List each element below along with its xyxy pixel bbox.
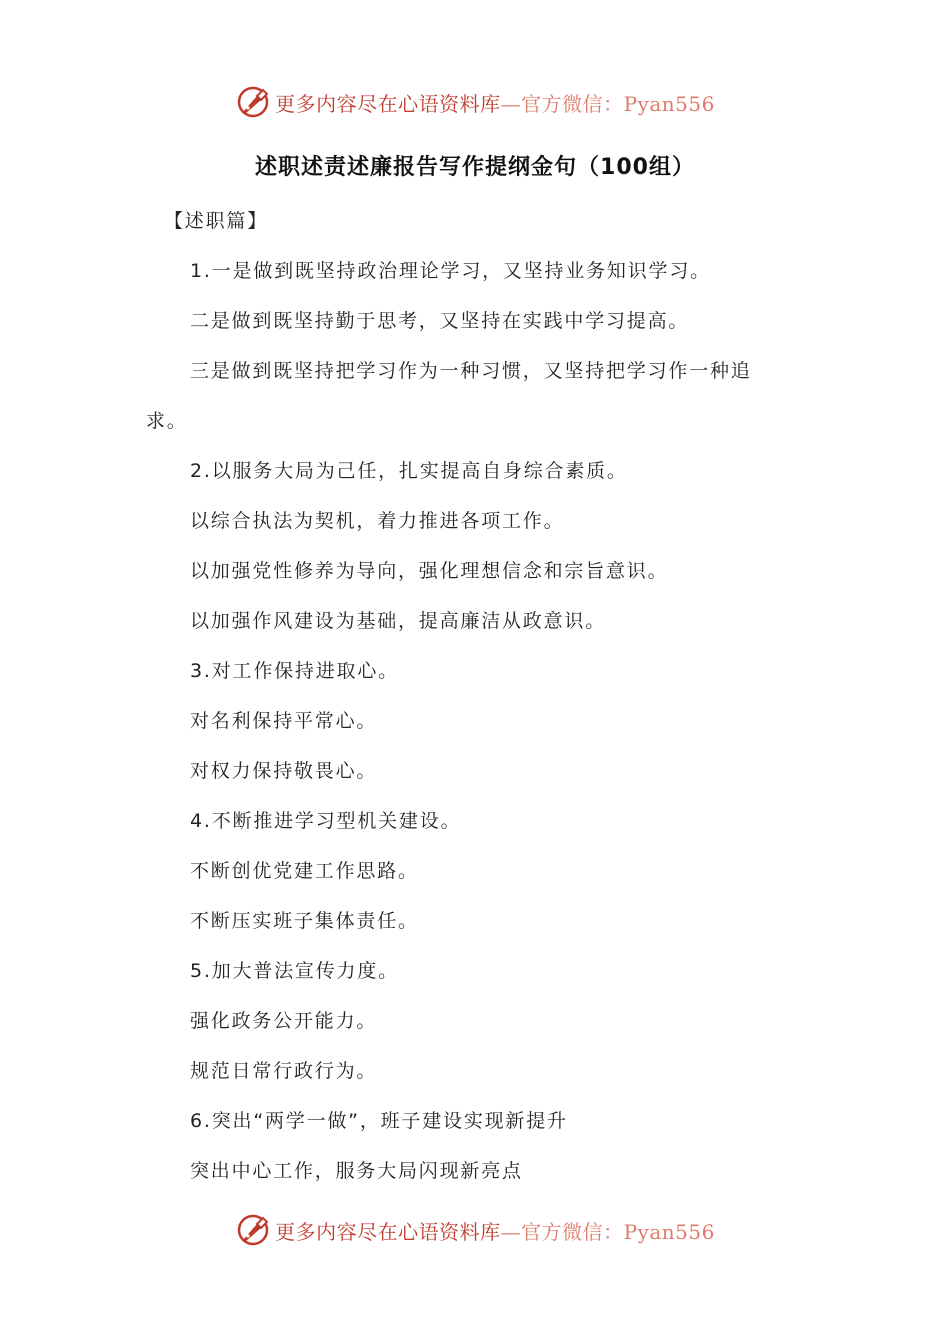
body-line: 3.对工作保持进取心。 (190, 660, 399, 682)
header-banner-tail: —官方微信：Pyan556 (500, 91, 715, 116)
body-line: 6.突出“两学一做”，班子建设实现新提升 (190, 1110, 568, 1132)
footer-banner (0, 1210, 950, 1250)
body-line: 规范日常行政行为。 (190, 1060, 378, 1082)
body-line: 求。 (146, 410, 188, 432)
body-line: 5.加大普法宣传力度。 (190, 960, 399, 982)
footer-banner-tail: —官方微信：Pyan556 (500, 1219, 715, 1244)
footer-banner-main: 更多内容尽在心语资料库 (275, 1219, 501, 1244)
pen-nib-icon (235, 84, 271, 120)
body-line: 对权力保持敬畏心。 (190, 760, 378, 782)
document-title: 述职述责述廉报告写作提纲金句（100组） (255, 155, 695, 180)
body-line: 2.以服务大局为己任，扎实提高自身综合素质。 (190, 460, 628, 482)
body-line: 强化政务公开能力。 (190, 1010, 378, 1032)
body-line: 以加强党性修养为导向，强化理想信念和宗旨意识。 (190, 560, 669, 582)
section-heading: 【述职篇】 (164, 210, 269, 232)
body-line: 1.一是做到既坚持政治理论学习，又坚持业务知识学习。 (190, 260, 711, 282)
document-body (146, 196, 816, 1196)
body-line: 二是做到既坚持勤于思考，又坚持在实践中学习提高。 (190, 310, 690, 332)
body-line: 以加强作风建设为基础，提高廉洁从政意识。 (190, 610, 607, 632)
footer-banner-inner (235, 1212, 715, 1248)
header-banner (0, 82, 950, 122)
header-banner-text (275, 88, 715, 117)
body-line: 以综合执法为契机，着力推进各项工作。 (190, 510, 565, 532)
body-line: 不断压实班子集体责任。 (190, 910, 419, 932)
header-banner-main: 更多内容尽在心语资料库 (275, 91, 501, 116)
body-line: 对名利保持平常心。 (190, 710, 378, 732)
body-line: 4.不断推进学习型机关建设。 (190, 810, 462, 832)
body-line: 三是做到既坚持把学习作为一种习惯，又坚持把学习作一种追 (190, 360, 752, 382)
body-line: 突出中心工作，服务大局闪现新亮点 (190, 1160, 523, 1182)
header-banner-inner (235, 84, 715, 120)
body-line: 不断创优党建工作思路。 (190, 860, 419, 882)
pen-nib-icon (235, 1212, 271, 1248)
footer-banner-text (275, 1216, 715, 1245)
